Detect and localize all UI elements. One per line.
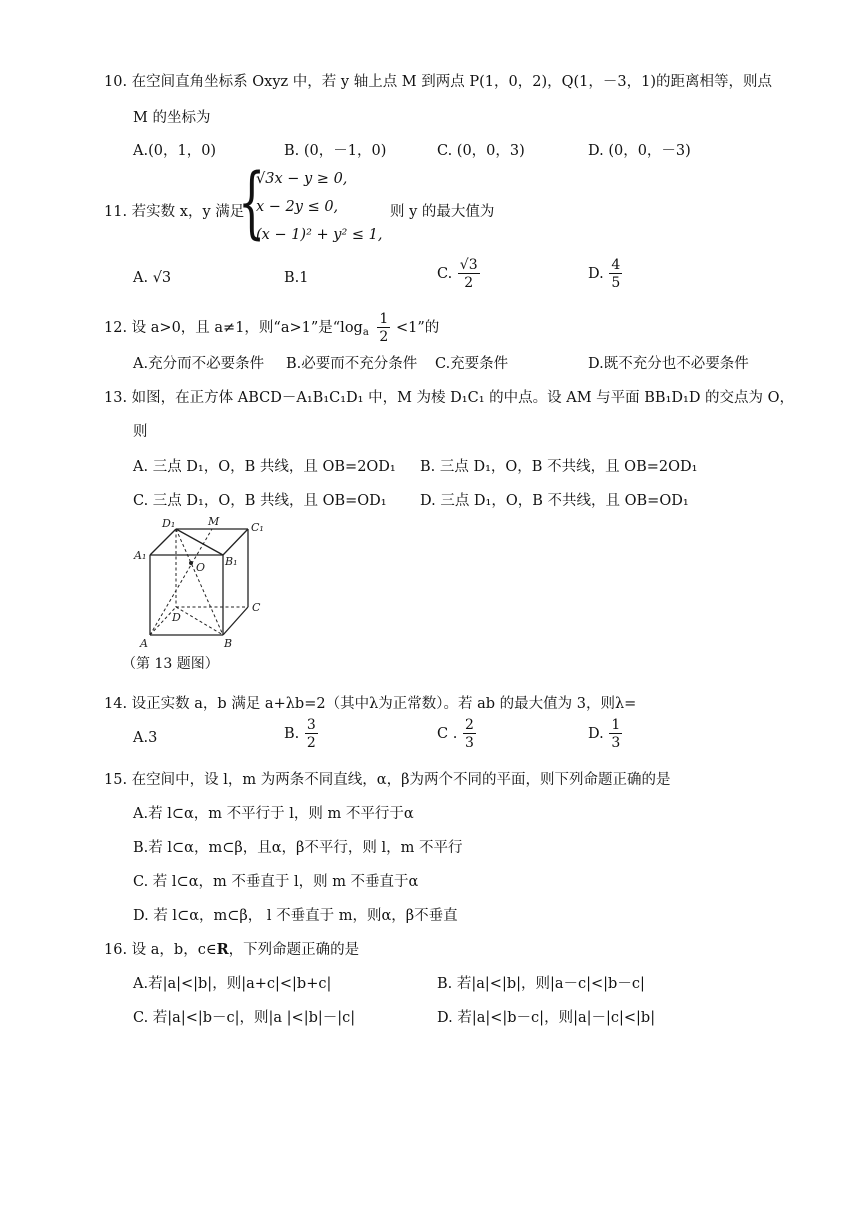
q16-stem-text-a: 16. 设 a，b，c∈ xyxy=(104,942,217,958)
q10-option-b: B. (0，－1，0) xyxy=(284,143,387,159)
q16-stem-text-b: ，下列命题正确的是 xyxy=(228,942,360,958)
cube-edge-a1d1 xyxy=(150,529,176,555)
q10-option-d: D. (0，0，－3) xyxy=(588,143,691,159)
q12-option-a: A.充分而不必要条件 xyxy=(133,356,265,372)
q11-inequality-1: √3x − y ≥ 0, xyxy=(256,171,348,187)
q10-option-c: C. (0，0，3) xyxy=(437,143,525,159)
q10-stem-line1: 10. 在空间直角坐标系 Oxyz 中，若 y 轴上点 M 到两点 P(1，0，2)，Q(1，－3，1)的距离相等，则点 xyxy=(104,74,772,90)
q14-option-b-denominator: 2 xyxy=(306,735,316,751)
q16-option-a: A.若|a|<|b|，则|a+c|<|b+c| xyxy=(133,976,332,992)
cube-diagonal-db-hidden xyxy=(176,607,223,635)
q12-option-b: B.必要而不充分条件 xyxy=(286,356,418,372)
q11-option-c-denominator: 2 xyxy=(464,275,474,291)
q13-figure-caption: （第 13 题图） xyxy=(122,656,219,672)
q15-option-d: D. 若 l⊂α，m⊂β， l 不垂直于 m，则α，β不垂直 xyxy=(133,908,458,924)
q14-option-b-numerator: 3 xyxy=(306,717,316,733)
q11-inequality-3: (x − 1)² + y² ≤ 1, xyxy=(256,227,383,243)
label-d1: D₁ xyxy=(162,517,176,530)
q14-option-b-label: B. xyxy=(284,726,300,742)
q13-cube-figure xyxy=(128,515,278,650)
q11-option-a: A. √3 xyxy=(133,270,172,286)
cube-diagonal-d1b1 xyxy=(176,529,223,555)
q14-option-d-denominator: 3 xyxy=(611,735,621,751)
q14-stem: 14. 设正实数 a，b 满足 a+λb=2（其中λ为正常数）。若 ab 的最大值为 3，则λ= xyxy=(104,696,637,712)
q15-stem: 15. 在空间中，设 l，m 为两条不同直线，α，β为两个不同的平面，则下列命题正确的是 xyxy=(104,772,671,788)
q11-inequality-2: x − 2y ≤ 0, xyxy=(256,199,339,215)
q10-stem-line2: M 的坐标为 xyxy=(133,110,211,126)
q11-option-d-numerator: 4 xyxy=(611,257,621,273)
q14-option-a: A.3 xyxy=(133,730,158,746)
q12-fraction-denominator: 2 xyxy=(379,329,389,345)
q11-option-c-fraction xyxy=(458,258,480,290)
label-o: O xyxy=(196,561,206,574)
q11-stem-prefix: 11. 若实数 x，y 满足 xyxy=(104,204,245,220)
cube-edge-b1c1 xyxy=(223,529,248,555)
q16-stem xyxy=(104,938,359,959)
q13-option-a: A. 三点 D₁，O，B 共线，且 OB=2OD₁ xyxy=(133,459,396,475)
q12-fraction xyxy=(377,312,390,344)
label-b1: B₁ xyxy=(225,555,238,568)
q12-stem-text-a: 12. 设 a>0，且 a≠1，则“a>1”是“log xyxy=(104,320,363,336)
q14-option-d-numerator: 1 xyxy=(611,717,621,733)
q12-fraction-numerator: 1 xyxy=(379,311,389,327)
q10-option-a: A.(0，1，0) xyxy=(133,143,217,159)
q12-option-d: D.既不充分也不必要条件 xyxy=(588,356,749,372)
q11-option-d-denominator: 5 xyxy=(611,275,621,291)
q13-stem-line2: 则 xyxy=(133,424,148,440)
q15-option-a: A.若 l⊂α，m 不平行于 l，则 m 不平行于α xyxy=(133,806,414,822)
q16-option-b: B. 若|a|<|b|，则|a－c|<|b－c| xyxy=(437,976,645,992)
q14-option-d-label: D. xyxy=(588,726,604,742)
point-o xyxy=(189,561,193,565)
label-d: D xyxy=(172,611,181,624)
cube-edge-bc xyxy=(223,607,248,635)
q13-option-d: D. 三点 D₁，O，B 不共线，且 OB=OD₁ xyxy=(420,493,689,509)
label-c: C xyxy=(252,601,261,614)
cube-line-d1b-hidden xyxy=(176,529,223,635)
q15-option-b: B.若 l⊂α，m⊂β，且α，β不平行，则 l，m 不平行 xyxy=(133,840,463,856)
q11-option-c-label: C. xyxy=(437,266,453,282)
q11-option-d-fraction xyxy=(609,258,622,290)
q11-option-d-label: D. xyxy=(588,266,604,282)
label-a1: A₁ xyxy=(134,549,147,562)
q11-system-brace: { xyxy=(238,158,266,248)
q16-real-set: R xyxy=(216,941,229,958)
q11-option-c xyxy=(437,258,481,290)
q14-option-c-numerator: 2 xyxy=(464,717,474,733)
q12-stem xyxy=(104,312,439,344)
q11-option-b: B.1 xyxy=(284,270,309,286)
q14-option-b xyxy=(284,718,319,750)
q15-option-c: C. 若 l⊂α，m 不垂直于 l，则 m 不垂直于α xyxy=(133,874,419,890)
label-c1: C₁ xyxy=(251,521,264,534)
q12-option-c: C.充要条件 xyxy=(435,356,509,372)
q12-stem-text-b: <1”的 xyxy=(395,320,440,336)
q16-option-d: D. 若|a|<|b－c|，则|a|－|c|<|b| xyxy=(437,1010,656,1026)
label-m: M xyxy=(208,515,220,528)
q14-option-b-fraction xyxy=(305,718,318,750)
q16-option-c: C. 若|a|<|b－c|，则|a |<|b|－|c| xyxy=(133,1010,356,1026)
q14-option-c-label: C . xyxy=(437,726,458,742)
q11-option-d xyxy=(588,258,623,290)
q14-option-c xyxy=(437,718,477,750)
q14-option-c-fraction xyxy=(463,718,476,750)
q12-log-base: a xyxy=(362,327,369,338)
q13-option-c: C. 三点 D₁，O，B 共线，且 OB=OD₁ xyxy=(133,493,387,509)
label-b: B xyxy=(224,637,233,650)
q11-option-c-numerator: √3 xyxy=(459,257,478,273)
q14-option-c-denominator: 3 xyxy=(464,735,474,751)
q11-stem-suffix: 则 y 的最大值为 xyxy=(390,204,495,220)
q13-option-b: B. 三点 D₁，O，B 不共线，且 OB=2OD₁ xyxy=(420,459,698,475)
q14-option-d xyxy=(588,718,623,750)
label-a: A xyxy=(140,637,148,650)
q14-option-d-fraction xyxy=(609,718,622,750)
q13-stem-line1: 13. 如图，在正方体 ABCD－A₁B₁C₁D₁ 中，M 为棱 D₁C₁ 的中点。设 AM 与平面 BB₁D₁D 的交点为 O， xyxy=(104,390,795,406)
